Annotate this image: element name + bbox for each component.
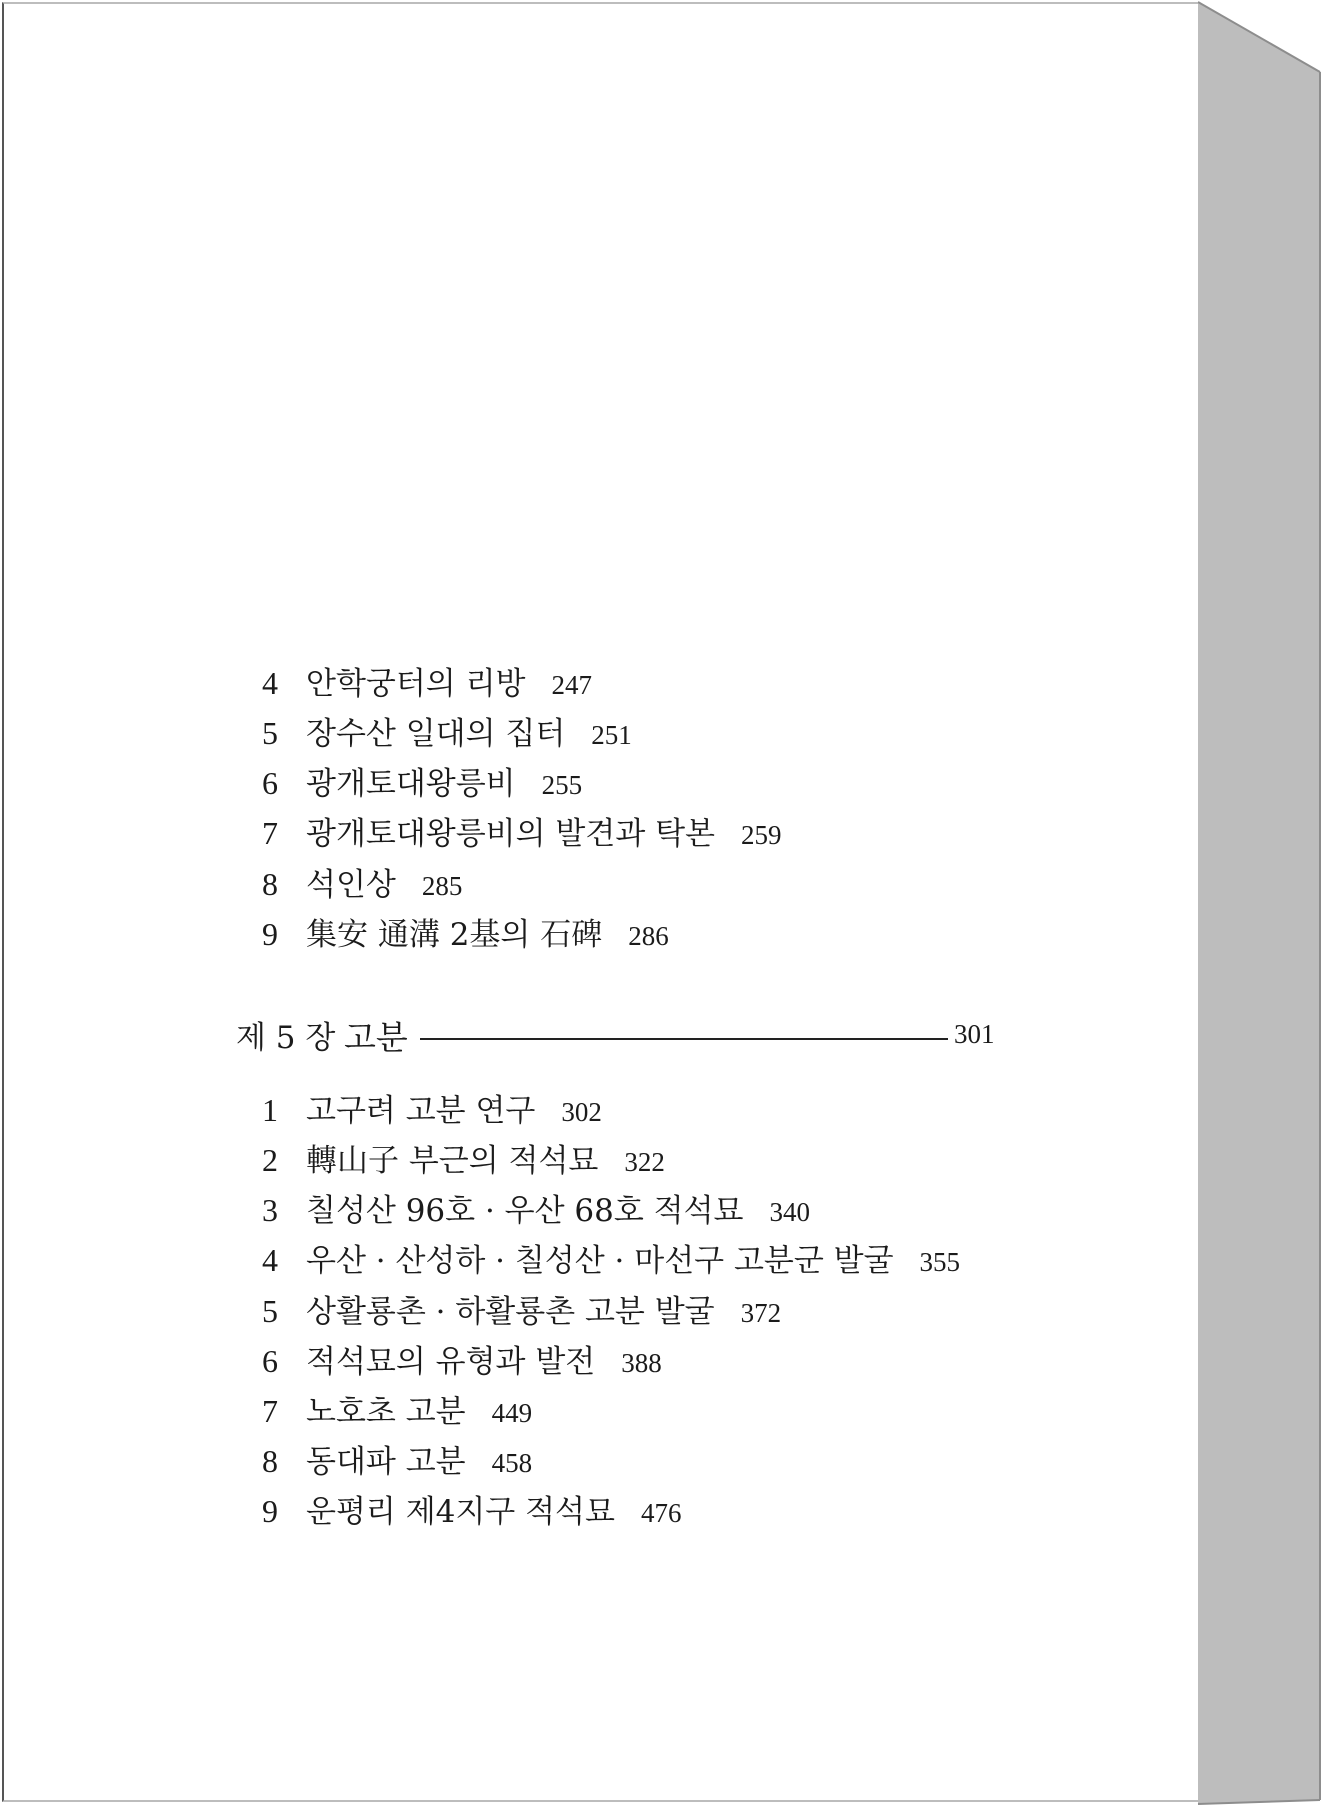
entry-title: 轉山子 부근의 적석묘: [306, 1143, 599, 1179]
entry-page-number: 247: [551, 670, 592, 700]
entry-title: 동대파 고분: [306, 1444, 466, 1480]
entry-page-number: 259: [741, 820, 782, 850]
entry-title: 장수산 일대의 집터: [306, 716, 566, 752]
entry-page-number: 255: [541, 770, 583, 800]
entry-page-number: 340: [769, 1197, 810, 1227]
toc-entry-5-5: [262, 1289, 781, 1333]
entry-page-number: 302: [561, 1097, 602, 1127]
toc-entry-4-9: [262, 912, 669, 956]
entry-number: 2: [262, 1142, 278, 1178]
entry-number: 9: [262, 916, 278, 952]
entry-number: 8: [262, 866, 278, 902]
toc-entry-4-8: [262, 862, 462, 906]
toc-entry-5-1: [262, 1088, 602, 1132]
entry-number: 4: [262, 1242, 278, 1278]
entry-page-number: 286: [628, 921, 669, 951]
entry-title: 칠성산 96호 · 우산 68호 적석묘: [306, 1193, 744, 1229]
book-page: [2, 2, 1198, 1802]
entry-title: 안학궁터의 리방: [306, 666, 526, 702]
entry-title: 석인상: [306, 867, 396, 903]
entry-number: 1: [262, 1092, 278, 1128]
entry-title: 운평리 제4지구 적석묘: [306, 1494, 615, 1530]
entry-page-number: 458: [491, 1448, 533, 1478]
entry-page-number: 449: [491, 1398, 533, 1428]
entry-title: 노호초 고분: [306, 1394, 466, 1430]
entry-number: 5: [262, 1293, 278, 1329]
entry-number: 7: [262, 815, 278, 851]
entry-number: 5: [262, 715, 278, 751]
entry-number: 6: [262, 765, 278, 801]
toc-entry-5-6: [262, 1339, 662, 1383]
leader-line: [420, 1038, 948, 1040]
entry-title: 광개토대왕릉비의 발견과 탁본: [306, 816, 716, 852]
chapter-page-number: 301: [954, 1019, 995, 1049]
toc-entry-4-4: [262, 661, 592, 705]
entry-number: 4: [262, 665, 278, 701]
entry-number: 7: [262, 1393, 278, 1429]
entry-number: 9: [262, 1493, 278, 1529]
entry-page-number: 251: [591, 720, 632, 750]
chapter-label: 제 5 장: [236, 1020, 336, 1056]
entry-title: 상활룡촌 · 하활룡촌 고분 발굴: [306, 1294, 715, 1330]
entry-page-number: 355: [919, 1247, 961, 1277]
entry-number: 8: [262, 1443, 278, 1479]
entry-page-number: 285: [421, 871, 463, 901]
entry-page-number: 372: [740, 1298, 782, 1328]
toc-entry-5-8: [262, 1439, 532, 1483]
toc-entry-5-3: [262, 1188, 810, 1232]
toc-entry-5-4: [262, 1238, 960, 1282]
toc-entry-4-5: [262, 711, 632, 755]
entry-title: 고구려 고분 연구: [306, 1093, 536, 1129]
toc-entry-5-7: [262, 1389, 532, 1433]
entry-title: 우산 · 산성하 · 칠성산 · 마선구 고분군 발굴: [306, 1243, 894, 1279]
chapter-heading: [236, 1012, 1006, 1064]
entry-number: 3: [262, 1192, 278, 1228]
entry-title: 集安 通溝 2基의 石碑: [306, 917, 603, 953]
toc-entry-5-2: [262, 1138, 665, 1182]
entry-page-number: 476: [640, 1498, 682, 1528]
entry-title: 적석묘의 유형과 발전: [306, 1344, 596, 1380]
toc-entry-4-6: [262, 761, 582, 805]
chapter-title: 고분: [344, 1018, 408, 1057]
toc-entry-5-9: [262, 1489, 681, 1533]
toc-entry-4-7: [262, 811, 782, 855]
entry-page-number: 388: [621, 1348, 662, 1378]
entry-page-number: 322: [624, 1147, 665, 1177]
entry-number: 6: [262, 1343, 278, 1379]
entry-title: 광개토대왕릉비: [306, 766, 516, 802]
